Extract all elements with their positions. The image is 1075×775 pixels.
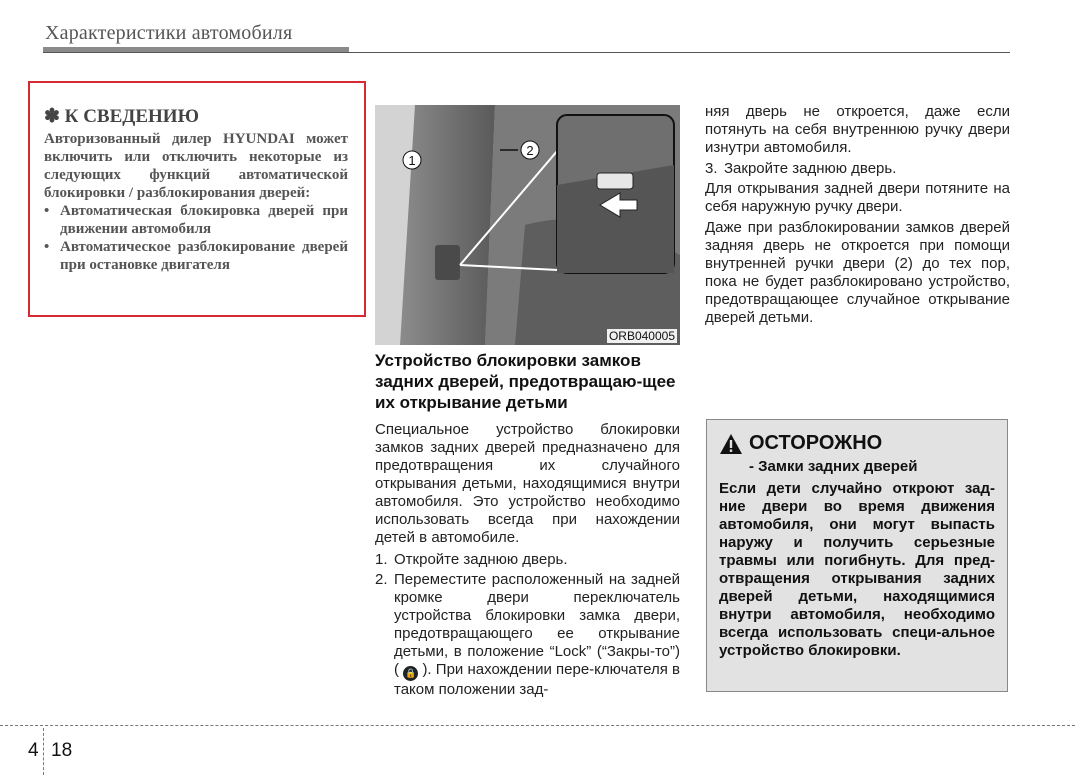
step-3 bbox=[705, 160, 1010, 178]
header-rule bbox=[43, 52, 1010, 53]
open-door-paragraph: Для открывания задней двери потяните на себя наружную ручку двери. bbox=[705, 180, 1010, 215]
note-list-item: • Автоматическое разблокирование дверей при остановке двигателя bbox=[44, 238, 348, 274]
warning-triangle-icon bbox=[719, 433, 743, 455]
warning-text: Если дети случайно откроют зад-ние двери во время движения автомобиля, они могут выпасть наружу и получить серьезные травмы или погибнуть. Для пред-отвращения открывания задних дверей детьми, находящимися внутри автомобиля, необходимо всегда использовать специ-альное устройство блокировки. bbox=[719, 480, 995, 659]
note-list bbox=[44, 202, 348, 274]
step-1 bbox=[375, 551, 680, 569]
note-text: Авторизованный дилер HYUNDAI может включить или отключить некоторые из следующих функций автоматической блокировки / разблокирования дверей: bbox=[44, 131, 348, 201]
warning-box bbox=[706, 419, 1008, 692]
page-header-title: Характеристики автомобиля bbox=[45, 22, 293, 44]
step-text-part-a: Переместите расположенный на задней кромке двери переключатель устройства блокировки замка двери, предотвращающего ее открывание детьми, в положение “Lock” (“Закры-то”) ( bbox=[394, 571, 680, 678]
right-column bbox=[705, 103, 1010, 330]
warning-heading bbox=[719, 432, 995, 455]
note-title: К СВЕДЕНИЮ bbox=[64, 106, 199, 127]
figure-caption: ORB040005 bbox=[608, 329, 675, 343]
unlock-paragraph: Даже при разблокировании замков дверей задняя дверь не откроется при помощи внутренней ручки двери (2) до тех пор, пока не будет разблокировано устройство, предотвращающее случайное открывание дверей детьми. bbox=[705, 219, 1010, 326]
step-number: 3. bbox=[705, 160, 718, 177]
step-text: Закройте заднюю дверь. bbox=[724, 160, 897, 177]
step-2 bbox=[375, 571, 680, 699]
section-heading: Устройство блокировки замков задних дверей, предотвращаю-щее их открывание детьми bbox=[375, 351, 676, 412]
callout-1: 1 bbox=[408, 153, 416, 168]
asterisk-icon: ✽ bbox=[44, 106, 60, 127]
step-number: 2. bbox=[375, 571, 388, 588]
step-text: Откройте заднюю дверь. bbox=[394, 551, 568, 568]
warning-subtitle: - Замки задних дверей bbox=[749, 458, 918, 475]
main-column bbox=[375, 350, 680, 701]
page-number: 18 bbox=[51, 740, 73, 761]
intro-paragraph: Специальное устройство блокировки замков задних дверей предназначено для предотвращения их случайного открывания детьми, находящимися внутри автомобиля. Это устройство необходимо использовать всегда при нахождении детей в автомобиле. bbox=[375, 421, 680, 546]
door-photo-graphic bbox=[375, 105, 680, 345]
step-number: 1. bbox=[375, 551, 388, 568]
footer-separator bbox=[43, 728, 44, 775]
note-heading bbox=[44, 105, 348, 128]
chapter-number: 4 bbox=[28, 740, 39, 761]
lock-icon: 🔒 bbox=[403, 666, 418, 681]
continued-paragraph: няя дверь не откроется, даже если потянуть на себя внутреннюю ручку двери изнутри автомобиля. bbox=[705, 103, 1010, 156]
note-list-item: • Автоматическая блокировка дверей при движении автомобиля bbox=[44, 202, 348, 238]
door-lock-illustration bbox=[375, 105, 680, 345]
info-note-box bbox=[28, 81, 366, 317]
warning-title: ОСТОРОЖНО bbox=[749, 432, 883, 454]
step-text-part-b: ). При нахождении пере-ключателя в таком положении зад- bbox=[394, 661, 681, 698]
footer-divider bbox=[0, 725, 1075, 726]
callout-2: 2 bbox=[526, 143, 534, 158]
